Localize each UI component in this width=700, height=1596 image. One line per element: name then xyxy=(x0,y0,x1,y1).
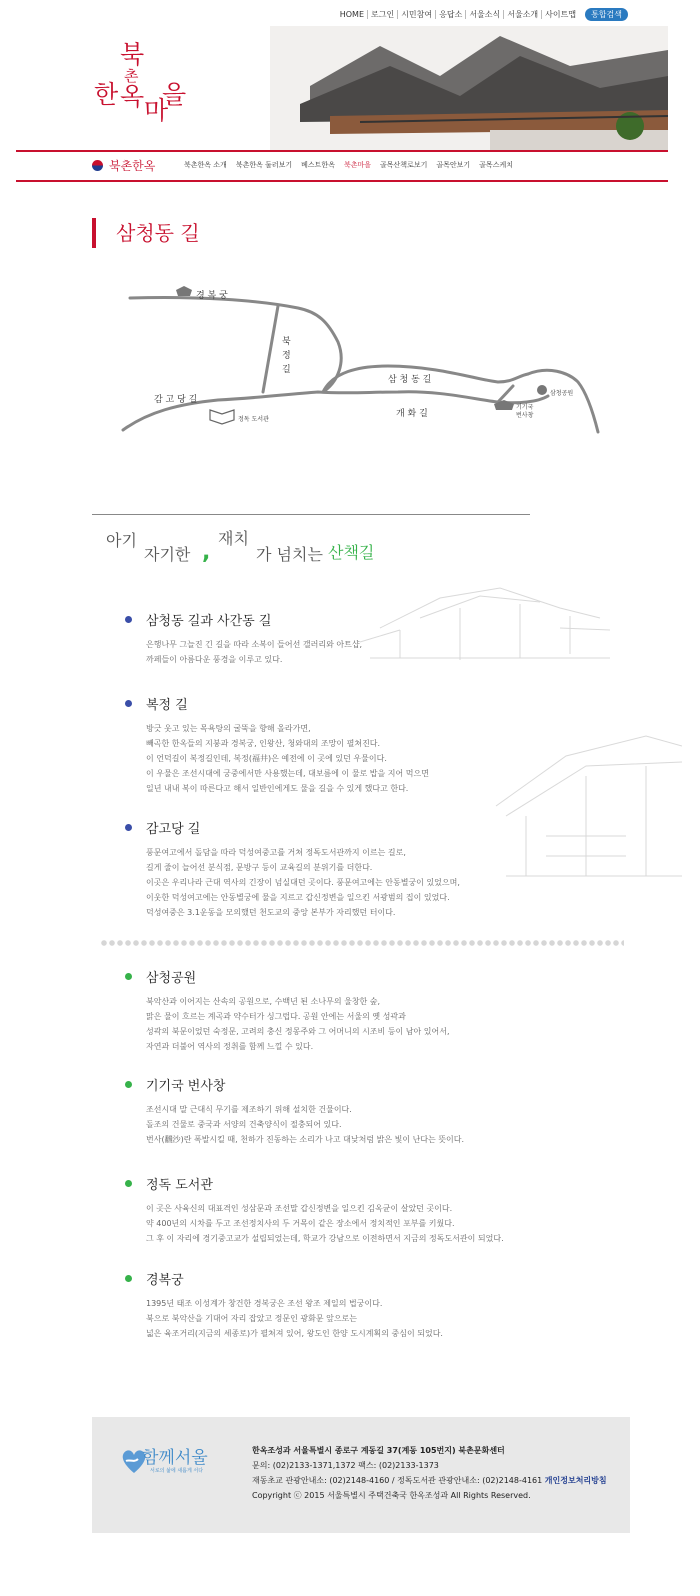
section-title: 복정 길 xyxy=(146,697,188,713)
util-participation-link[interactable]: 시민참여 xyxy=(398,10,436,19)
util-home-link[interactable]: HOME xyxy=(337,10,368,19)
utility-nav xyxy=(337,8,628,21)
section-title: 감고당 길 xyxy=(146,821,201,837)
bullet-icon xyxy=(125,973,132,980)
section-text: 이 곳은 사육신의 대표격인 성삼문과 조선말 갑신정변을 일으킨 김옥균이 살았던 곳이다. 약 400년의 시차를 두고 조선정치사의 두 거목이 같은 장소에서 정치적인 포부를 키웠다. 그 후 이 자리에 경기중고교가 설립되었는데, 학교가 강남으로 이전하면서 지금의 정독도서관이 되었다. xyxy=(146,1204,504,1243)
hanok-banner-image xyxy=(270,26,668,150)
util-about-link[interactable]: 서울소개 xyxy=(504,10,542,19)
bullet-icon xyxy=(125,1081,132,1088)
nav-item-sketch[interactable]: 골목스케치 xyxy=(479,161,513,169)
map-label-gamgodang: 감 고 당 길 xyxy=(154,395,198,405)
section-text: 은행나무 그늘진 긴 길을 따라 소복이 들어선 갤러리와 아트샵, 까페들이 아름다운 풍경을 이루고 있다. xyxy=(146,640,363,664)
hanok-sketch-image xyxy=(340,568,620,668)
bullet-icon xyxy=(125,700,132,707)
main-nav xyxy=(16,150,668,182)
nav-menu xyxy=(184,160,522,170)
divider xyxy=(92,514,530,515)
section-title: 정독 도서관 xyxy=(146,1177,213,1193)
section-text: 1395년 태조 이성계가 창건한 경복궁은 조선 왕조 제일의 법궁이다. 북으로 북악산을 기대어 자리 잡았고 정문인 광화문 앞으로는 넓은 육조거리(지금의 세종로)가 펼쳐져 있어, 왕도인 한양 도시계획의 중심이 되었다. xyxy=(146,1299,443,1338)
section-gigikuk xyxy=(125,1075,464,1147)
footer-address: 한옥조성과 서울특별시 종로구 계동길 37(계동 105번지) 북촌문화센터 xyxy=(252,1446,505,1455)
util-sitemap-link[interactable]: 사이트맵 xyxy=(545,10,577,19)
map-label-gigikuk-2: 번사창 xyxy=(516,412,534,419)
hanok-sketch-image-2 xyxy=(486,716,682,886)
section-text: 북악산과 이어지는 산속의 공원으로, 수백년 된 소나무의 울창한 숲, 맑은 물이 흐르는 계곡과 약수터가 싱그럽다. 공원 안에는 서울의 옛 성곽과 성곽의 북문이었던 숙정문, 고려의 충신 정몽주와 그 어머니의 시조비 등이 남아 있어서, 자연과 더불어 역사의 정취를 함께 느낄 수 있다. xyxy=(146,997,450,1051)
bullet-icon xyxy=(125,1275,132,1282)
map-label-bukjeong-2: 정 xyxy=(282,351,291,361)
nav-item-village[interactable]: 북촌마을 xyxy=(343,161,372,169)
bullet-icon xyxy=(125,1180,132,1187)
nav-brand-label: 북촌한옥 xyxy=(109,159,156,173)
map-label-samcheongdong: 삼 청 동 길 xyxy=(388,375,432,385)
slogan-comma: , xyxy=(202,540,211,565)
logo-char: 을 xyxy=(162,80,187,109)
map-label-gyeongbokgung: 경 복 궁 xyxy=(196,291,228,301)
util-login-link[interactable]: 로그인 xyxy=(368,10,398,19)
page-title: 삼청동 길 xyxy=(92,218,200,248)
section-samcheong-park xyxy=(125,967,450,1054)
nav-item-best[interactable]: 베스트한옥 xyxy=(301,161,335,169)
logo-char: 촌 xyxy=(124,67,139,85)
nav-item-intro[interactable]: 북촌한옥 소개 xyxy=(184,161,227,169)
dotted-divider xyxy=(100,939,624,947)
bullet-icon xyxy=(125,616,132,623)
util-response-link[interactable]: 응답소 xyxy=(436,10,466,19)
map-label-jeongdok: 정독 도서관 xyxy=(238,416,269,423)
section-title: 기기국 번사창 xyxy=(146,1078,226,1094)
slogan-part3: 재치 xyxy=(218,529,249,548)
map-label-bukjeong-1: 북 xyxy=(282,337,291,347)
section-gyeongbokgung xyxy=(125,1269,443,1341)
section-title: 삼청공원 xyxy=(146,970,197,986)
footer-copyright: Copyright ⓒ 2015 서울특별시 주택건축국 한옥조성과 All Rights Reserved. xyxy=(252,1491,531,1500)
map-label-samcheong-park: 삼청공원 xyxy=(550,390,574,397)
footer-info xyxy=(252,1443,607,1503)
section-gamgodang xyxy=(125,818,460,920)
logo-char: 옥 xyxy=(120,82,145,111)
util-news-link[interactable]: 서울소식 xyxy=(466,10,504,19)
bullet-icon xyxy=(125,824,132,831)
nav-item-tour[interactable]: 북촌한옥 둘러보기 xyxy=(235,161,293,169)
logo-char: 마 xyxy=(144,96,169,125)
slogan-part1: 아기 xyxy=(106,531,137,550)
section-title: 경복궁 xyxy=(146,1272,184,1288)
privacy-policy-link[interactable]: 개인정보처리방침 xyxy=(544,1476,607,1485)
footer-logo-text: 함께서울 xyxy=(142,1448,208,1468)
section-bukjeong xyxy=(125,694,429,796)
logo-char: 한 xyxy=(94,80,119,109)
integrated-search-button[interactable]: 통합검색 xyxy=(585,8,628,21)
footer-tourist-info: 재동초교 관광안내소: (02)2148-4160 / 정독도서관 관광안내소: (02)2148-4161 개인정보처리방침 xyxy=(252,1476,607,1485)
nav-brand[interactable] xyxy=(92,157,155,174)
section-jeongdok-library xyxy=(125,1174,504,1246)
slogan-part2: 자기한 xyxy=(144,545,191,564)
slogan xyxy=(106,522,426,570)
nav-item-alley[interactable]: 골목안보기 xyxy=(436,161,471,169)
seoul-logo[interactable] xyxy=(120,1443,220,1483)
section-text: 풍문여고에서 돌담을 따라 덕성여중고를 거쳐 정독도서관까지 이르는 길로, 길게 줄이 늘어선 분식점, 문방구 등이 교육길의 분위기를 더한다. 이곳은 우리나라 근대 역사의 긴장이 넘실대던 곳이다. 풍문여고에는 안동별궁이 있었으며, 이웃한 덕성여고에는 안동별궁에 물을 지르고 갑신정변을 일으킨 서광범의 집이 있었다. 덕성여중은 3.1운동을 모의했던 천도교의 중앙 본부가 자리했던 터이다. xyxy=(146,848,460,917)
site-logo[interactable] xyxy=(90,40,187,125)
nav-item-walk[interactable]: 골목산책로보기 xyxy=(380,161,428,169)
section-samcheongdong xyxy=(125,610,362,667)
slogan-highlight: 산책길 xyxy=(328,543,375,562)
footer xyxy=(92,1417,630,1533)
footer-logo-sub: 서로의 삶에 새롭게 서다 xyxy=(150,1468,204,1474)
section-text: 방긋 웃고 있는 목욕탕의 굴뚝을 향해 올라가면, 빼곡한 한옥들의 지붕과 경복궁, 인왕산, 청와대의 조망이 펼쳐진다. 이 언덕길이 복정길인데, 복정(福井)은 예전에 이 곳에 있던 우물이다. 이 우물은 조선시대에 궁중에서만 사용했는데, 대보름에 이 물로 밥을 지어 먹으면 일년 내내 복이 따른다고 해서 일반인에게도 물을 길을 수 있게 했다고 한다. xyxy=(146,724,429,793)
logo-char: 북 xyxy=(120,40,145,69)
map-label-bukjeong-3: 길 xyxy=(282,365,291,375)
map-label-gaehwa: 개 화 길 xyxy=(396,409,428,419)
slogan-part4: 가 넘치는 xyxy=(256,545,323,564)
footer-contact: 문의: (02)2133-1371,1372 팩스: (02)2133-1373 xyxy=(252,1461,439,1470)
section-text: 조선시대 말 근대식 무기를 제조하기 위해 설치한 건물이다. 돌조의 건물로 중국과 서양의 건축양식이 절충되어 있다. 번사(飜沙)란 폭발시킬 때, 천하가 진동하는 소리가 나고 대낮처럼 밝은 빛이 난다는 뜻이다. xyxy=(146,1105,465,1144)
street-map xyxy=(118,282,608,442)
map-label-gigikuk-1: 기기국 xyxy=(516,404,534,411)
section-title: 삼청동 길과 사간동 길 xyxy=(146,613,272,629)
taegeuk-icon xyxy=(92,160,103,171)
